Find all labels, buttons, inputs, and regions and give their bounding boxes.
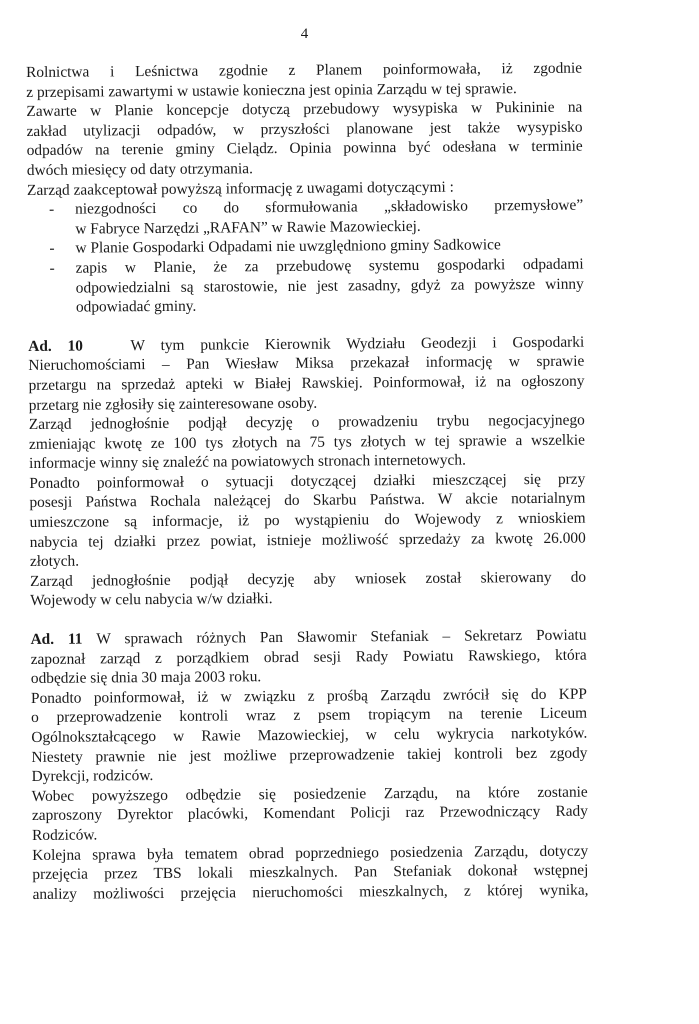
text-line: Rodziców. [32, 826, 98, 844]
text-line: zapoznał zarząd z porządkiem obrad sesji Rady Powiatu Rawskiego, która [30, 646, 587, 668]
text-line: przejęcia przez TBS lokali mieszkalnych. Pan Stefaniak dokonał wstępnej [32, 861, 589, 884]
text-line: w Planie Gospodarki Odpadami nie uwzględniono gminy Sadkowice [75, 236, 501, 257]
text-line: Zarząd jednogłośnie podjął decyzję o prowadzeniu trybu negocjacyjnego [28, 411, 585, 434]
text-line: Nieruchomościami – Pan Wiesław Miksa przekazał informację w sprawie [28, 352, 585, 375]
text-line: Ogólnokształcącego w Rawie Mazowieckiej, w celu wykrycia narkotyków. [31, 724, 588, 746]
text-line: Kolejna sprawa była tematem obrad poprzedniego posiedzenia Zarządu, dotyczy [32, 842, 589, 864]
text-line: Wobec powyższego odbędzie się posiedzenie Zarządu, na które zostanie [31, 783, 588, 805]
text-line: niezgodności co do sformułowania „składowisko przemysłowe” [75, 196, 584, 218]
text-line: zapis w Planie, że za przebudowę systemu gospodarki odpadami [75, 255, 584, 277]
text-line: Zarząd zaakceptował powyższą informację z uwagami dotyczącymi : [26, 178, 454, 199]
text-line: odpadów na terenie gminy Cielądz. Opinia powinna być odesłana w terminie [26, 138, 583, 160]
text-line: Zawarte w Planie koncepcje dotyczą przebudowy wysypiska w Pukininie na [26, 98, 583, 121]
text-line: informacje winny się znaleźć na powiatowych stronach internetowych. [29, 451, 466, 473]
list-item [27, 196, 583, 240]
document-body [26, 59, 589, 905]
bullet-marker: - [49, 259, 55, 277]
text-line: odbędzie się dnia 30 maja 2003 roku. [30, 668, 262, 688]
text-line: nabycia tej działki przez powiat, istnieje możliwość sprzedaży za kwotę 26.000 [29, 529, 586, 551]
text-line: analizy możliwości przejęcia nieruchomości mieszkalnych, z której wynika, [32, 881, 589, 903]
text-line: złotych. [29, 552, 80, 571]
section-label-ad10: Ad. 10 [28, 337, 84, 355]
page-number: 4 [300, 26, 309, 42]
text-line: posesji Państwa Rochala należącej do Skarbu Państwa. W akcie notarialnym [29, 490, 586, 512]
text-line: Niestety prawnie nie jest możliwe przeprowadzenie takiej kontroli bez zgody [31, 744, 588, 766]
text-line: odpowiadać gminy. [75, 297, 197, 316]
text-line: o przeprowadzenie kontroli wraz z psem tropiącym na terenie Liceum [31, 705, 588, 727]
text-line: zmieniając kwotę ze 100 tys złotych na 75 tys złotych w tej sprawie a wszelkie [28, 431, 586, 453]
text-line: Ponadto poinformował o sytuacji dotyczącej działki mieszczącej się przy [29, 470, 586, 492]
text-line: Dyrekcji, rodziców. [31, 767, 154, 786]
text-line: Ponadto poinformował, iż w związku z prośbą Zarządu zwrócił się do KPP [30, 685, 588, 707]
text-line: przetargu na sprzedaż apteki w Białej Rawskiej. Poinformował, iż na ogłoszony [28, 372, 585, 394]
text-fragment: W sprawach różnych Pan Sławomir Stefaniak – Sekretarz Powiatu [96, 626, 587, 648]
text-line: w Fabryce Narzędzi „RAFAN” w Rawie Mazowieckiej. [75, 217, 421, 238]
list-item [28, 255, 584, 318]
text-line: z przepisami zawartymi w ustawie konieczna jest opinia Zarządu w tej sprawie. [26, 79, 517, 101]
text-line: umieszczone są informacje, iż po wystąpieniu do Wojewody z wnioskiem [29, 509, 586, 532]
bullet-marker: - [49, 200, 55, 218]
text-line: zakład utylizacji odpadów, w przyszłości planowane jest także wysypisko [26, 118, 583, 140]
text-line: Wojewody w celu nabycia w/w działki. [30, 590, 273, 610]
section-label-ad11: Ad. 11 [30, 630, 83, 649]
text-line: przetarg nie zgłosiły się zainteresowane osoby. [28, 394, 318, 414]
text-line: dwóch miesięcy od daty otrzymania. [26, 160, 253, 179]
text-line: odpowiedzialni są starostowie, nie jest zasadny, gdyż za powyższe winny [75, 275, 584, 297]
text-line: Zarząd jednogłośnie podjął decyzję aby wniosek został skierowany do [30, 568, 587, 590]
text-fragment: W tym punkcie Kierownik Wydziału Geodezji i Gospodarki [130, 333, 585, 354]
text-line: Rolnictwa i Leśnictwa zgodnie z Planem poinformowała, iż zgodnie [26, 59, 583, 81]
text-line: zaproszony Dyrektor placówki, Komendant Policji raz Przewodniczący Rady [31, 802, 588, 825]
bullet-marker: - [49, 240, 55, 258]
